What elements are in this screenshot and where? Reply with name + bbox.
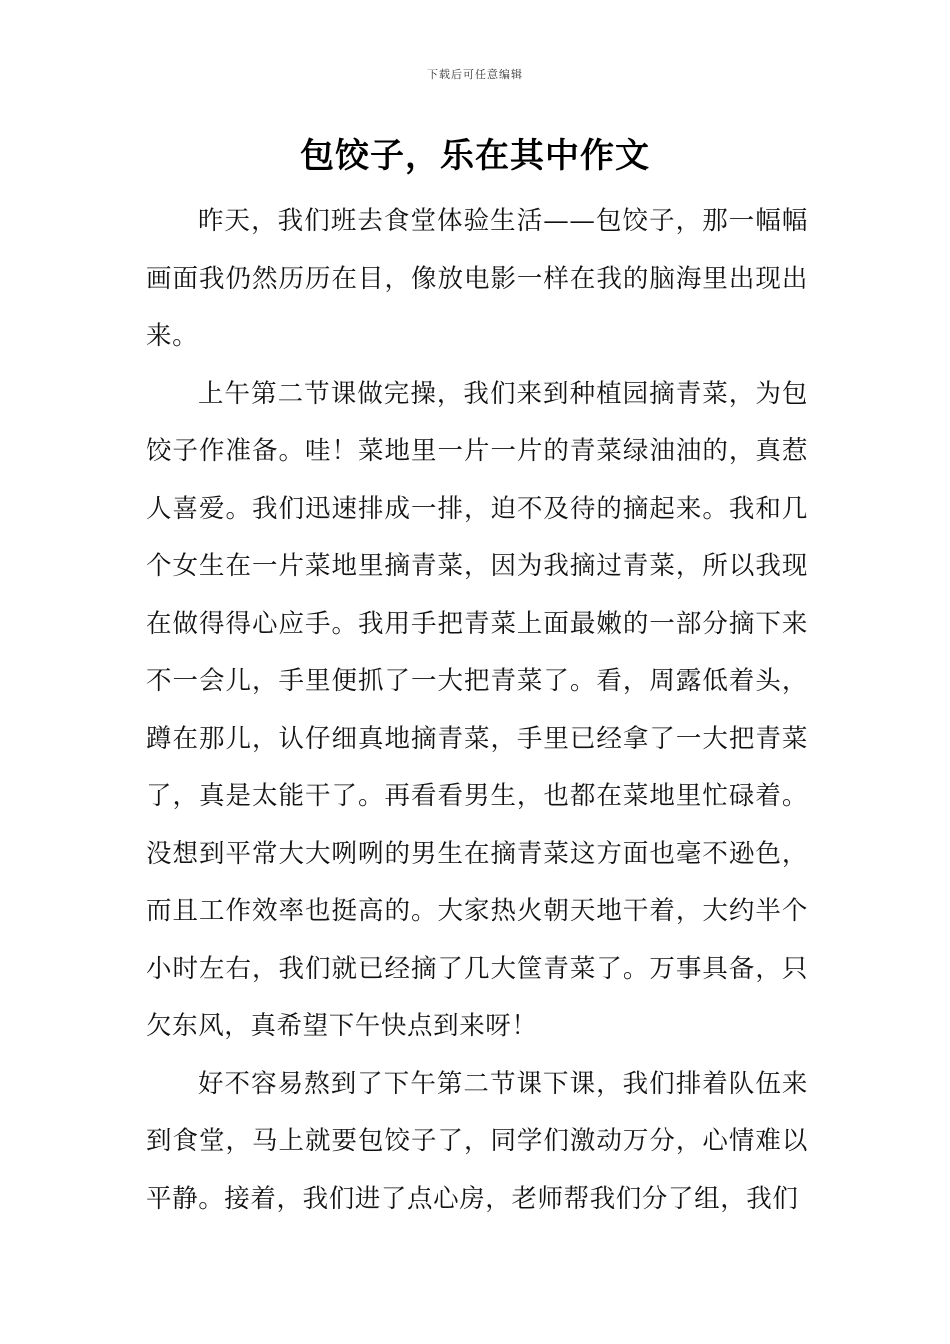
document-body: [146, 193, 808, 1228]
paragraph-3: 好不容易熬到了下午第二节课下课，我们排着队伍来到食堂，马上就要包饺子了，同学们激动万分，心情难以平静。接着，我们进了点心房，老师帮我们分了组，我们: [146, 1068, 808, 1214]
paragraph-2: 上午第二节课做完操，我们来到种植园摘青菜，为包饺子作准备。哇！菜地里一片一片的青菜绿油油的，真惹人喜爱。我们迅速排成一排，迫不及待的摘起来。我和几个女生在一片菜地里摘青菜，因为我摘过青菜，所以我现在做得得心应手。我用手把青菜上面最嫩的一部分摘下来不一会儿，手里便抓了一大把青菜了。看，周露低着头，蹲在那儿，认仔细真地摘青菜，手里已经拿了一大把青菜了，真是太能干了。再看看男生，也都在菜地里忙碌着。没想到平常大大咧咧的男生在摘青菜这方面也毫不逊色，而且工作效率也挺高的。大家热火朝天地干着，大约半个小时左右，我们就已经摘了几大筐青菜了。万事具备，只欠东风，真希望下午快点到来呀！: [146, 378, 808, 1041]
document-title: 包饺子，乐在其中作文: [300, 136, 650, 176]
header-note: 下载后可任意编辑: [427, 68, 523, 81]
paragraph-1: 昨天，我们班去食堂体验生活——包饺子，那一幅幅画面我仍然历历在目，像放电影一样在我的脑海里出现出来。: [146, 206, 808, 351]
